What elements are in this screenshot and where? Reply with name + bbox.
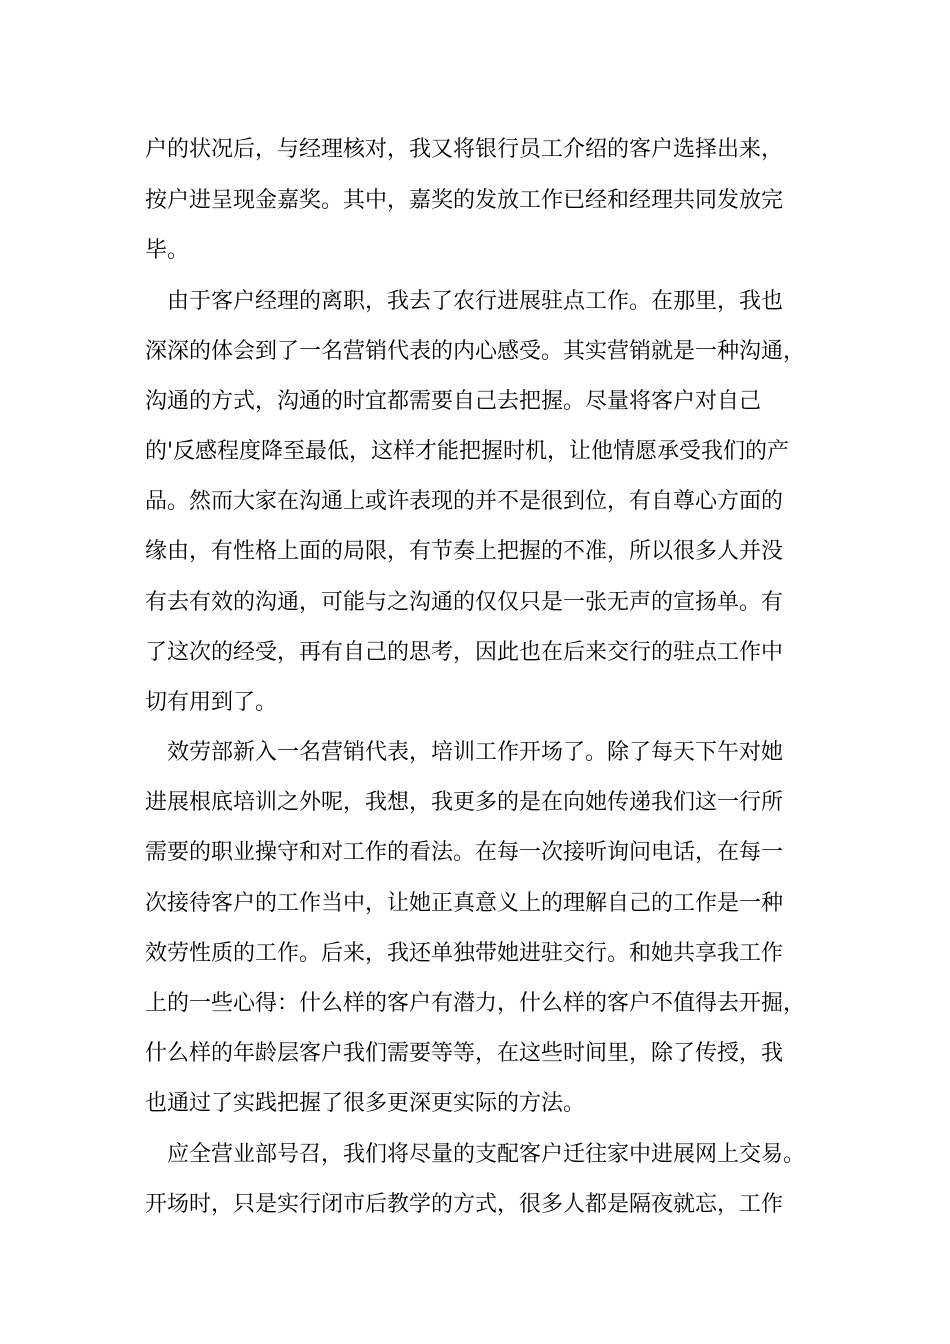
paragraph-first-line: 效劳部新入一名营销代表，培训工作开场了。除了每天下午对她 [167, 740, 784, 765]
text-line: 进展根底培训之外呢，我想，我更多的是在向她传递我们这一行所 [145, 790, 784, 815]
text-line: 毕。 [145, 238, 190, 263]
text-line: 切有用到了。 [145, 690, 278, 715]
text-line: 开场时，只是实行闭市后教学的方式，很多人都是隔夜就忘，工作 [145, 1192, 784, 1217]
text-line: 品。然而大家在沟通上或许表现的并不是很到位，有自尊心方面的 [145, 489, 784, 514]
paragraph-first-line: 应全营业部号召，我们将尽量的支配客户迁往家中进展网上交易。 [167, 1142, 806, 1167]
text-line: 需要的职业操守和对工作的看法。在每一次接听询问电话，在每一 [145, 840, 784, 865]
text-line: 什么样的年龄层客户我们需要等等，在这些时间里，除了传授，我 [145, 1041, 784, 1066]
text-line: 了这次的经受，再有自己的思考，因此也在后来交行的驻点工作中 [145, 640, 784, 665]
text-line: 的'反感程度降至最低，这样才能把握时机，让他情愿承受我们的产 [145, 439, 790, 464]
text-line: 有去有效的沟通，可能与之沟通的仅仅只是一张无声的宣扬单。有 [145, 590, 784, 615]
paragraph-first-line: 由于客户经理的离职，我去了农行进展驻点工作。在那里，我也 [167, 289, 784, 314]
text-line: 深深的体会到了一名营销代表的内心感受。其实营销就是一种沟通， [145, 339, 806, 364]
text-line: 上的一些心得：什么样的客户有潜力，什么样的客户不值得去开掘， [145, 991, 806, 1016]
text-line: 户的状况后，与经理核对，我又将银行员工介绍的客户选择出来， [145, 137, 784, 162]
text-line: 效劳性质的工作。后来，我还单独带她进驻交行。和她共享我工作 [145, 941, 784, 966]
text-line: 次接待客户的工作当中，让她正真意义上的理解自己的工作是一种 [145, 891, 784, 916]
text-line: 沟通的方式，沟通的时宜都需要自己去把握。尽量将客户对自己 [145, 389, 762, 414]
text-line: 缘由，有性格上面的局限，有节奏上把握的不准，所以很多人并没 [145, 539, 784, 564]
text-line: 按户进呈现金嘉奖。其中，嘉奖的发放工作已经和经理共同发放完 [145, 188, 784, 213]
text-line: 也通过了实践把握了很多更深更实际的方法。 [145, 1091, 586, 1116]
